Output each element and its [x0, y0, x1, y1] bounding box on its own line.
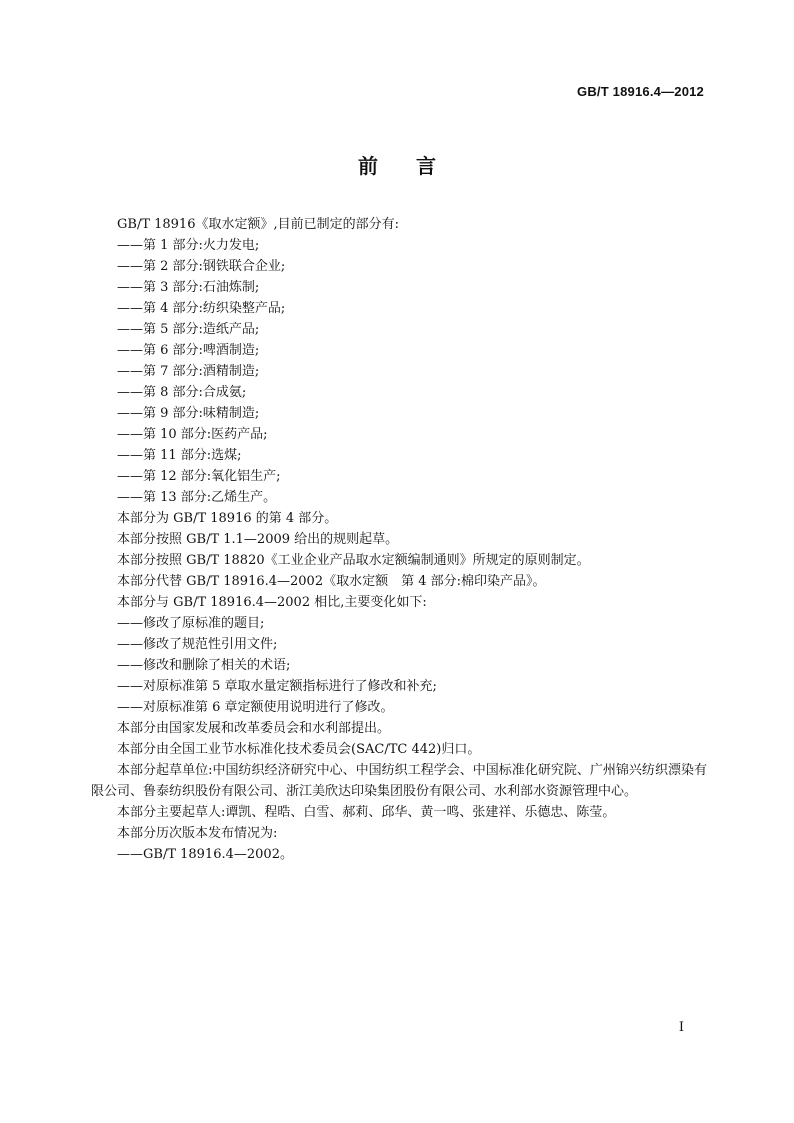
list-item: ——第 11 部分:选煤;	[117, 448, 242, 463]
paragraph: 本部分由国家发展和改革委员会和水利部提出。	[117, 721, 391, 736]
paragraph: 本部分主要起草人:谭凯、程晧、白雪、郝莉、邱华、黄一鸣、张建祥、乐德忠、陈莹。	[117, 805, 616, 820]
list-item: ——第 4 部分:纺织染整产品;	[117, 301, 286, 316]
page-title: 前言	[358, 154, 474, 178]
list-item: ——第 1 部分:火力发电;	[117, 238, 260, 253]
paragraph: 本部分代替 GB/T 18916.4—2002《取水定额 第 4 部分:棉印染产品》。	[117, 574, 546, 589]
list-item: ——第 10 部分:医药产品;	[117, 427, 268, 442]
foreword-content	[91, 214, 707, 865]
paragraph: 本部分起草单位:中国纺织经济研究中心、中国纺织工程学会、中国标准化研究院、广州锦兴纺织漂染有限公司、鲁泰纺织股份有限公司、浙江美欣达印染集团股份有限公司、水利部水资源管理中心。	[91, 763, 707, 799]
page-number: I	[678, 1020, 684, 1035]
document-number: GB/T 18916.4—2012	[577, 84, 704, 99]
list-item: ——对原标准第 5 章取水量定额指标进行了修改和补充;	[117, 679, 437, 694]
paragraph: 本部分历次版本发布情况为:	[117, 826, 278, 841]
list-item: ——修改了规范性引用文件;	[117, 637, 278, 652]
list-item: ——第 2 部分:钢铁联合企业;	[117, 259, 286, 274]
list-item: ——对原标准第 6 章定额使用说明进行了修改。	[117, 700, 394, 715]
list-item: ——第 12 部分:氧化铝生产;	[117, 469, 281, 484]
list-item: ——第 8 部分:合成氨;	[117, 385, 247, 400]
list-item: ——第 9 部分:味精制造;	[117, 406, 260, 421]
list-item: ——第 7 部分:酒精制造;	[117, 364, 260, 379]
paragraph: 本部分按照 GB/T 1.1—2009 给出的规则起草。	[117, 532, 399, 547]
paragraph: 本部分按照 GB/T 18820《工业企业产品取水定额编制通则》所规定的原则制定。	[117, 553, 590, 568]
list-item: ——第 6 部分:啤酒制造;	[117, 343, 260, 358]
list-item: ——修改了原标准的题目;	[117, 616, 265, 631]
paragraph: 本部分为 GB/T 18916 的第 4 部分。	[117, 511, 338, 526]
list-item: ——第 5 部分:造纸产品;	[117, 322, 260, 337]
paragraph: 本部分由全国工业节水标准化技术委员会(SAC/TC 442)归口。	[117, 742, 481, 757]
list-item: ——GB/T 18916.4—2002。	[117, 847, 293, 862]
list-item: ——第 13 部分:乙烯生产。	[117, 490, 277, 505]
paragraph: GB/T 18916《取水定额》,目前已制定的部分有:	[117, 217, 399, 232]
list-item: ——修改和删除了相关的术语;	[117, 658, 291, 673]
paragraph: 本部分与 GB/T 18916.4—2002 相比,主要变化如下:	[117, 595, 427, 610]
list-item: ——第 3 部分:石油炼制;	[117, 280, 260, 295]
